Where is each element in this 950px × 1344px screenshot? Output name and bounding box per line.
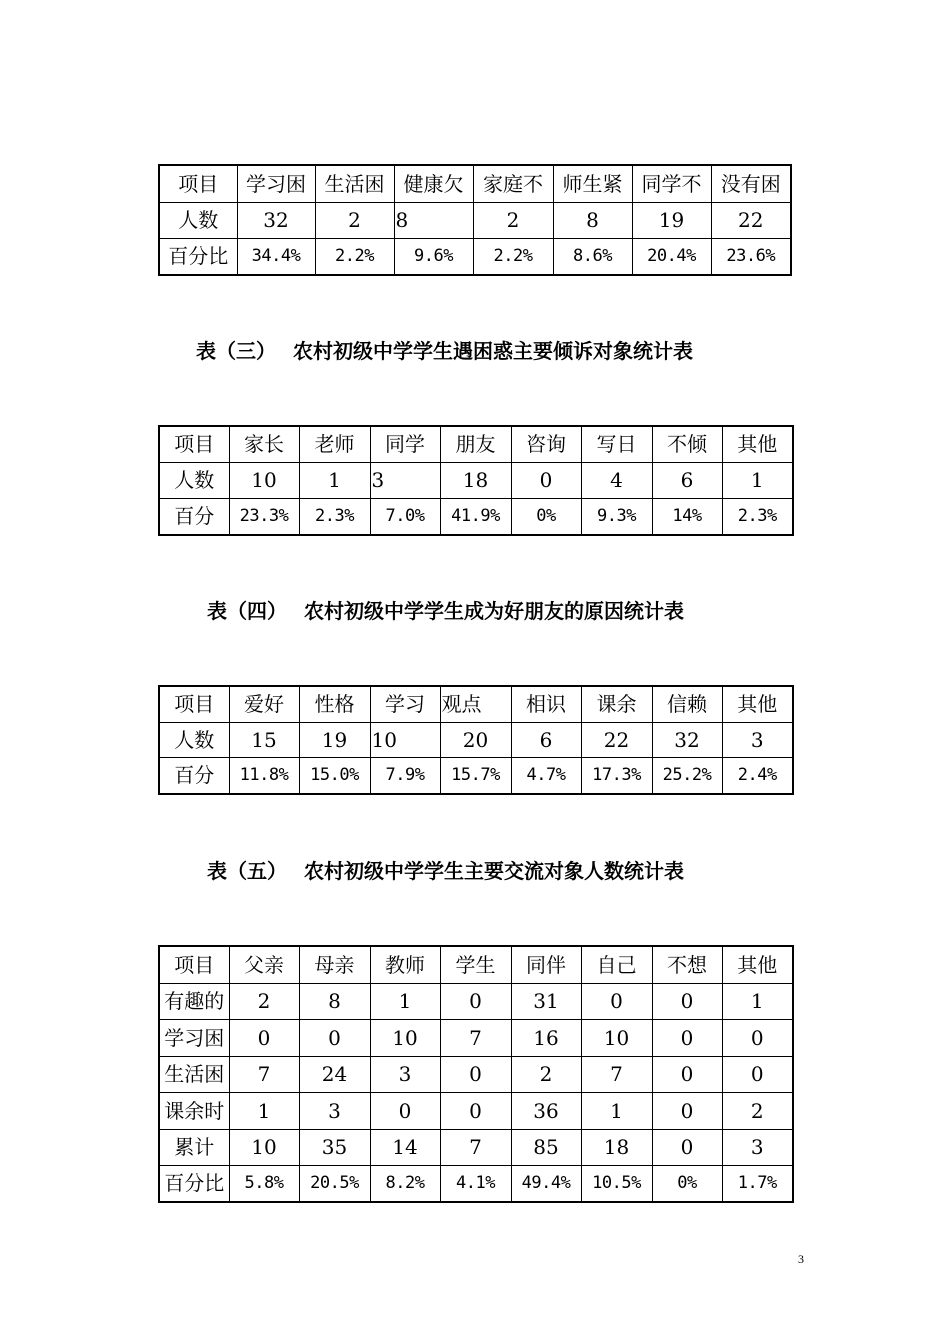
table-cell: 8.2% <box>370 1165 440 1202</box>
table-cell: 3 <box>722 722 793 757</box>
table-cell: 10 <box>370 722 440 757</box>
table-cell: 7.9% <box>370 757 440 794</box>
table-cell: 41.9% <box>440 498 511 535</box>
table-cell: 85 <box>511 1129 581 1165</box>
row-header: 生活困 <box>159 1056 229 1092</box>
table-cell: 14% <box>652 498 722 535</box>
table-cell: 20 <box>440 722 511 757</box>
table-row <box>159 1056 793 1092</box>
table-cell: 家长 <box>229 426 299 462</box>
table-cell: 19 <box>299 722 370 757</box>
table-cell: 23.6% <box>711 238 791 275</box>
table-cell: 23.3% <box>229 498 299 535</box>
table-cell: 课余 <box>581 686 652 722</box>
row-header: 项目 <box>159 946 229 983</box>
row-header: 百分比 <box>159 238 237 275</box>
table-cell: 31 <box>511 983 581 1019</box>
table-cell: 健康欠 <box>394 165 473 202</box>
table-cell: 学习困 <box>237 165 315 202</box>
table-cell: 9.3% <box>581 498 652 535</box>
table-cell: 18 <box>440 462 511 498</box>
table-row <box>159 1165 793 1202</box>
table-cell: 49.4% <box>511 1165 581 1202</box>
table-cell: 1 <box>722 462 793 498</box>
table-row <box>159 1129 793 1165</box>
table-cell: 17.3% <box>581 757 652 794</box>
table-cell: 2 <box>229 983 299 1019</box>
table-cell: 师生紧 <box>553 165 632 202</box>
table-cell: 性格 <box>299 686 370 722</box>
table-cell: 4.1% <box>440 1165 511 1202</box>
table-cell: 母亲 <box>299 946 370 983</box>
table-row <box>159 983 793 1019</box>
table-cell: 34.4% <box>237 238 315 275</box>
table-cell: 同学不 <box>632 165 711 202</box>
table-cell: 2.2% <box>315 238 394 275</box>
table-cell: 自己 <box>581 946 652 983</box>
table-cell: 0 <box>581 983 652 1019</box>
table-caption-4: 表（四） 农村初级中学学生成为好朋友的原因统计表 <box>207 599 684 623</box>
table-cell: 生活困 <box>315 165 394 202</box>
table-cell: 朋友 <box>440 426 511 462</box>
table-communication-targets <box>158 945 794 1203</box>
table-cell: 爱好 <box>229 686 299 722</box>
table-cell: 7.0% <box>370 498 440 535</box>
table-cell: 咨询 <box>511 426 581 462</box>
table-cell: 11.8% <box>229 757 299 794</box>
table-cell: 6 <box>511 722 581 757</box>
table-cell: 0 <box>440 1056 511 1092</box>
table-cell: 2 <box>722 1092 793 1129</box>
table-cell: 8 <box>299 983 370 1019</box>
table-cell: 16 <box>511 1019 581 1056</box>
table-cell: 1 <box>229 1092 299 1129</box>
table-cell: 0 <box>229 1019 299 1056</box>
table-cell: 其他 <box>722 946 793 983</box>
table-cell: 8 <box>553 202 632 238</box>
table-cell: 0 <box>370 1092 440 1129</box>
table-cell: 其他 <box>722 426 793 462</box>
row-header: 人数 <box>159 202 237 238</box>
table-cell: 2 <box>315 202 394 238</box>
table-cell: 0 <box>722 1019 793 1056</box>
table-cell: 15 <box>229 722 299 757</box>
table-cell: 父亲 <box>229 946 299 983</box>
table-row <box>159 238 791 275</box>
table-cell: 同伴 <box>511 946 581 983</box>
table-cell: 0% <box>511 498 581 535</box>
table-cell: 20.4% <box>632 238 711 275</box>
table-cell: 36 <box>511 1092 581 1129</box>
table-row <box>159 165 791 202</box>
table-cell: 7 <box>229 1056 299 1092</box>
table-cell: 没有困 <box>711 165 791 202</box>
table-row <box>159 1092 793 1129</box>
table-cell: 教师 <box>370 946 440 983</box>
row-header: 课余时 <box>159 1092 229 1129</box>
table-cell: 1 <box>370 983 440 1019</box>
table-cell: 1 <box>299 462 370 498</box>
table-cell: 0 <box>652 1056 722 1092</box>
table-row <box>159 1019 793 1056</box>
row-header: 人数 <box>159 722 229 757</box>
table-cell: 6 <box>652 462 722 498</box>
table-cell: 不想 <box>652 946 722 983</box>
table-row <box>159 757 793 794</box>
table-cell: 14 <box>370 1129 440 1165</box>
row-header: 学习困 <box>159 1019 229 1056</box>
table-row <box>159 946 793 983</box>
table-cell: 8 <box>394 202 473 238</box>
table-cell: 2 <box>473 202 553 238</box>
row-header: 累计 <box>159 1129 229 1165</box>
table-cell: 9.6% <box>394 238 473 275</box>
table-cell: 0 <box>299 1019 370 1056</box>
table-cell: 25.2% <box>652 757 722 794</box>
table-cell: 10 <box>581 1019 652 1056</box>
table-cell: 3 <box>370 462 440 498</box>
table-cell: 24 <box>299 1056 370 1092</box>
table-cell: 信赖 <box>652 686 722 722</box>
table-cell: 22 <box>711 202 791 238</box>
page-number: 3 <box>798 1252 804 1266</box>
table-row <box>159 426 793 462</box>
table-cell: 7 <box>581 1056 652 1092</box>
table-friendship-reasons <box>158 685 794 795</box>
table-cell: 10.5% <box>581 1165 652 1202</box>
table-cell: 2.4% <box>722 757 793 794</box>
table-cell: 10 <box>229 1129 299 1165</box>
table-cell: 2 <box>511 1056 581 1092</box>
table-cell: 7 <box>440 1129 511 1165</box>
table-cell: 1 <box>581 1092 652 1129</box>
table-cell: 1.7% <box>722 1165 793 1202</box>
table-cell: 0% <box>652 1165 722 1202</box>
table-cell: 35 <box>299 1129 370 1165</box>
table-cell: 0 <box>652 983 722 1019</box>
table-cell: 0 <box>652 1129 722 1165</box>
table-row <box>159 462 793 498</box>
table-cell: 2.3% <box>722 498 793 535</box>
table-cell: 15.7% <box>440 757 511 794</box>
table-cell: 3 <box>722 1129 793 1165</box>
table-cell: 相识 <box>511 686 581 722</box>
row-header: 有趣的 <box>159 983 229 1019</box>
table-cell: 写日 <box>581 426 652 462</box>
table-cell: 0 <box>652 1092 722 1129</box>
table-cell: 不倾 <box>652 426 722 462</box>
table-cell: 32 <box>237 202 315 238</box>
row-header: 百分 <box>159 498 229 535</box>
table-cell: 其他 <box>722 686 793 722</box>
table-cell: 19 <box>632 202 711 238</box>
table-cell: 20.5% <box>299 1165 370 1202</box>
table-cell: 5.8% <box>229 1165 299 1202</box>
table-cell: 32 <box>652 722 722 757</box>
table-caption-5: 表（五） 农村初级中学学生主要交流对象人数统计表 <box>207 859 684 883</box>
row-header: 项目 <box>159 426 229 462</box>
table-cell: 学生 <box>440 946 511 983</box>
row-header: 百分比 <box>159 1165 229 1202</box>
table-cell: 0 <box>440 983 511 1019</box>
table-cell: 0 <box>652 1019 722 1056</box>
table-row <box>159 498 793 535</box>
table-cell: 2.3% <box>299 498 370 535</box>
table-cell: 7 <box>440 1019 511 1056</box>
table-cell: 4 <box>581 462 652 498</box>
row-header: 百分 <box>159 757 229 794</box>
table-cell: 学习 <box>370 686 440 722</box>
table-cell: 同学 <box>370 426 440 462</box>
table-cell: 3 <box>299 1092 370 1129</box>
table-cell: 家庭不 <box>473 165 553 202</box>
row-header: 项目 <box>159 686 229 722</box>
table-cell: 22 <box>581 722 652 757</box>
table-cell: 10 <box>229 462 299 498</box>
table-cell: 10 <box>370 1019 440 1056</box>
table-cell: 3 <box>370 1056 440 1092</box>
table-cell: 0 <box>722 1056 793 1092</box>
table-row <box>159 202 791 238</box>
table-row <box>159 722 793 757</box>
table-cell: 观点 <box>440 686 511 722</box>
table-caption-3: 表（三） 农村初级中学学生遇困惑主要倾诉对象统计表 <box>196 339 693 363</box>
table-difficulty-types <box>158 164 792 276</box>
table-cell: 老师 <box>299 426 370 462</box>
table-row <box>159 686 793 722</box>
table-cell: 4.7% <box>511 757 581 794</box>
table-cell: 2.2% <box>473 238 553 275</box>
table-cell: 0 <box>511 462 581 498</box>
row-header: 人数 <box>159 462 229 498</box>
table-cell: 15.0% <box>299 757 370 794</box>
table-cell: 1 <box>722 983 793 1019</box>
row-header: 项目 <box>159 165 237 202</box>
table-confide-targets <box>158 425 794 536</box>
table-cell: 8.6% <box>553 238 632 275</box>
table-cell: 18 <box>581 1129 652 1165</box>
table-cell: 0 <box>440 1092 511 1129</box>
